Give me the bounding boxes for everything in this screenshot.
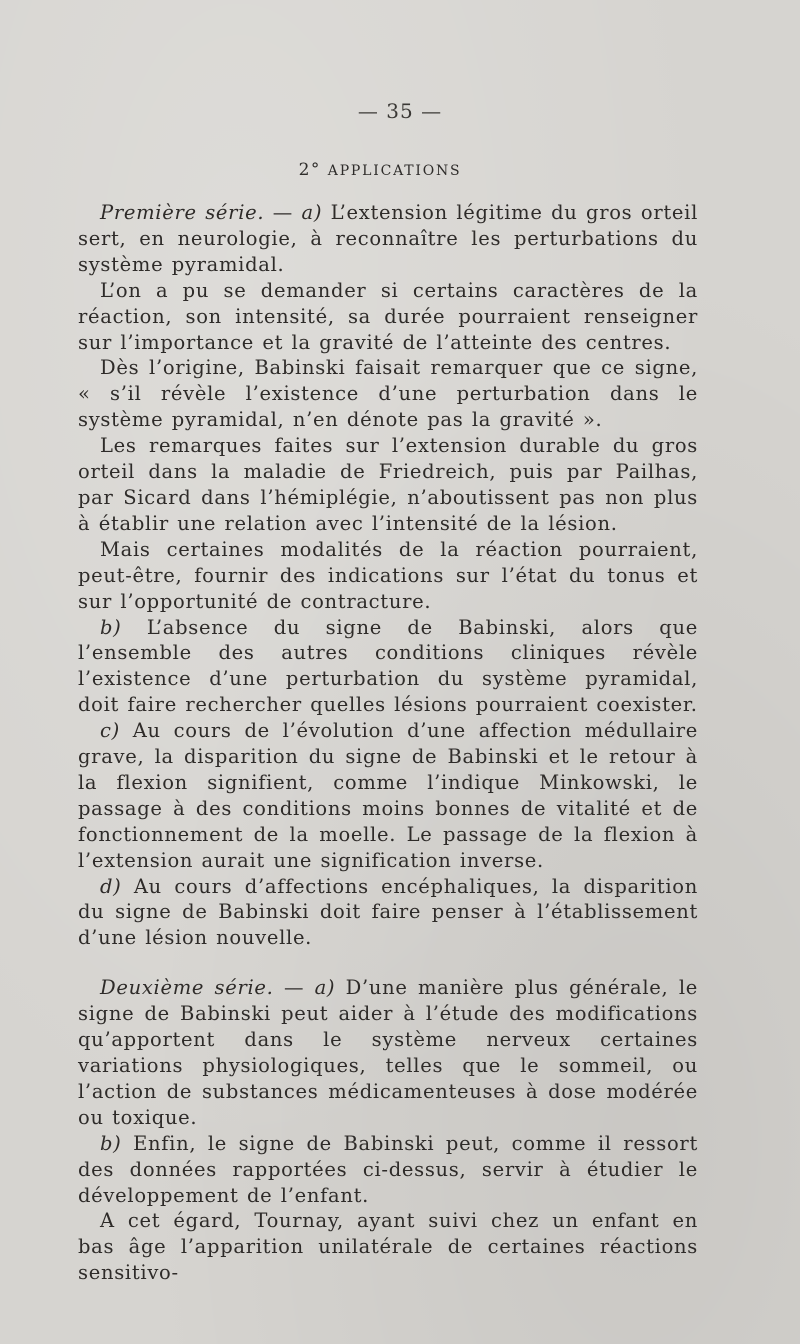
paragraph-text: Au cours de l’évolution d’une affection médullaire grave, la disparition du signe de Babinski et le retour à la flexion signifient, comme l’indique Minkowski, le passage à des conditions moins bonnes de vitalité et de fonctionnement de la moelle. Le passage de la flexion à l’extension aurait une signification inverse. (78, 719, 698, 872)
paragraph (78, 615, 698, 719)
paragraph-text: L’on a pu se demander si certains caractères de la réaction, son intensité, sa durée pourraient renseigner sur l’importance et la gravité de l’atteinte des centres. (78, 278, 698, 354)
page-number: — 35 — (357, 99, 443, 123)
dash: — (264, 201, 302, 224)
paragraph (78, 975, 698, 1130)
paragraph-text: Les remarques faites sur l’extension durable du gros orteil dans la maladie de Friedreich, puis par Pailhas, par Sicard dans l’hémiplégie, n’aboutissent pas non plus à établir une relation avec l’intensité de la lésion. (78, 434, 698, 535)
paragraph-text: Au cours d’affections encéphaliques, la disparition du signe de Babinski doit faire penser à l’établissement d’une lésion nouvelle. (78, 874, 698, 950)
paragraph (78, 874, 698, 952)
section-heading (0, 160, 760, 180)
paragraph-text: Enfin, le signe de Babinski peut, comme il ressort des données rapportées ci-dessus, servir à étudier le développement de l’enfant. (78, 1131, 698, 1207)
paragraph-text: Mais certaines modalités de la réaction pourraient, peut-être, fournir des indications sur l’état du tonus et sur l’opportunité de contracture. (78, 537, 698, 613)
body-text (78, 200, 698, 1286)
series-label: Deuxième série. (100, 976, 274, 1000)
series-label: Première série. (100, 201, 265, 224)
paragraph (78, 200, 698, 278)
item-letter: a) (301, 201, 323, 224)
paragraph-text: Dès l’origine, Babinski faisait remarquer que ce signe, « s’il révèle l’existence d’une perturbation dans le système pyramidal, n’en dénote pas la gravité ». (78, 356, 698, 432)
item-letter: d) (100, 874, 122, 898)
paragraph (78, 355, 698, 433)
paragraph (78, 1131, 698, 1209)
paragraph-text: L’absence du signe de Babinski, alors que l’ensemble des autres conditions cliniques révèle l’existence d’une perturbation du système pyramidal, doit faire rechercher quelles lésions pourraient coexister. (78, 615, 698, 717)
paragraph (78, 718, 698, 873)
section-heading-number: 2° (298, 160, 321, 180)
item-letter: b) (100, 615, 122, 639)
item-letter: a) (314, 976, 336, 1000)
paragraph-text: L’extension légitime du gros orteil sert, en neurologie, à reconnaître les perturbations du système pyramidal. (78, 201, 699, 276)
item-letter: b) (100, 1131, 122, 1155)
dash: — (273, 976, 315, 1000)
paragraph (78, 537, 698, 615)
item-letter: c) (100, 719, 120, 743)
paragraph (78, 1208, 698, 1286)
paragraph (78, 433, 698, 537)
paragraph (78, 278, 698, 356)
section-heading-title: APPLICATIONS (327, 163, 462, 179)
paragraph-text: A cet égard, Tournay, ayant suivi chez un enfant en bas âge l’apparition unilatérale de certaines réactions sensitivo- (78, 1209, 698, 1285)
paragraph-text: D’une manière plus générale, le signe de Babinski peut aider à l’étude des modifications qu’apportent dans le système nerveux certaines variations physiologiques, telles que le sommeil, ou l’action de substances médicamenteuses à dose modérée ou toxique. (78, 976, 698, 1129)
